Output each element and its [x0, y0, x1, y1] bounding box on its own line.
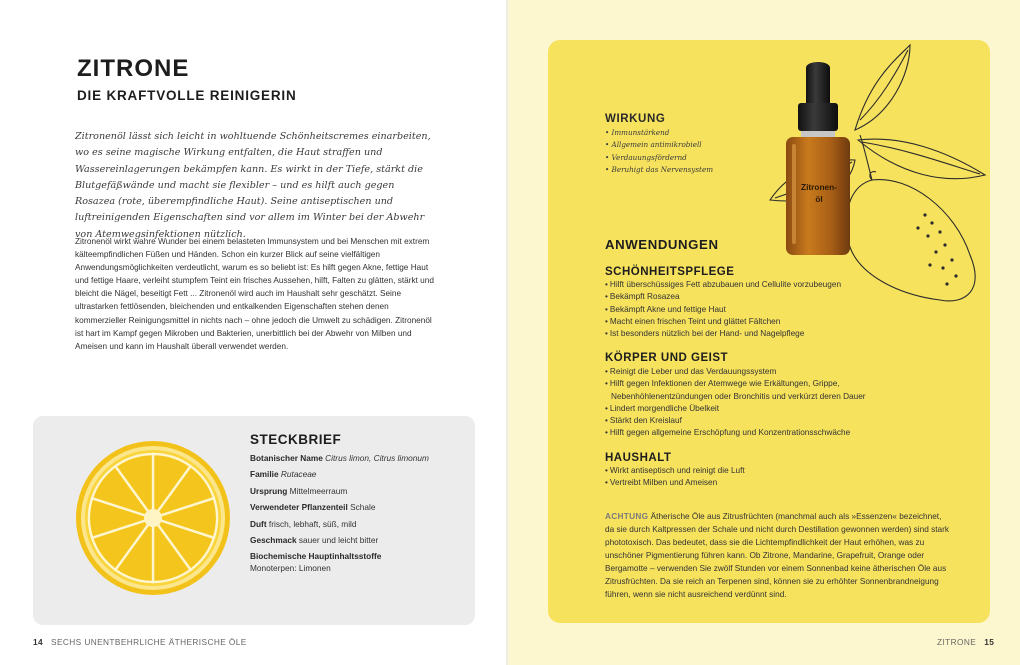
page-number-left: 14 [33, 637, 44, 647]
steckbrief-box [33, 416, 475, 625]
list-item: • Vertreibt Milben und Ameisen [605, 477, 880, 489]
koerper-geist-heading: KÖRPER UND GEIST [605, 352, 729, 364]
running-head-right: ZITRONE [937, 637, 977, 647]
list-item: • Reinigt die Leber und das Verdauungssystem [605, 366, 880, 378]
steckbrief-label: Geschmack [250, 534, 297, 545]
list-item: • Ist besonders nützlich bei der Hand- und Nagelpflege [605, 328, 880, 340]
list-item: • Beruhigt das Nervensystem [605, 164, 713, 176]
list-item: • Wirkt antiseptisch und reinigt die Luft [605, 465, 880, 477]
steckbrief-value: Schale [350, 502, 376, 513]
schoenheitspflege-list [605, 279, 880, 340]
bottle-label-line-2: öl [815, 194, 823, 204]
running-head-left: SECHS UNENTBEHRLICHE ÄTHERISCHE ÖLE [51, 637, 247, 647]
bottle-label [796, 181, 842, 205]
achtung-note [605, 510, 950, 601]
anwendungen-heading: ANWENDUNGEN [605, 237, 719, 252]
steckbrief-row [250, 469, 465, 481]
steckbrief-row [250, 453, 465, 465]
steckbrief-value: Mittelmeerraum [289, 485, 348, 496]
oil-bottle-image [782, 58, 854, 258]
steckbrief-value: Citrus limon, Citrus limonum [325, 453, 429, 463]
steckbrief-label: Verwendeter Pflanzenteil [250, 502, 348, 513]
steckbrief-value: Rutaceae [280, 469, 317, 480]
list-item: • Hilft gegen Infektionen der Atemwege wie Erkältungen, Grippe, Nebenhöhlenentzündungen oder Bronchitis und verkürzt deren Dauer [605, 378, 880, 403]
achtung-label: ACHTUNG [605, 512, 649, 521]
steckbrief-title: STECKBRIEF [250, 432, 342, 447]
steckbrief-row [250, 502, 465, 514]
schoenheitspflege-heading: SCHÖNHEITSPFLEGE [605, 266, 735, 278]
footer-left [33, 637, 247, 647]
steckbrief-row [250, 486, 465, 498]
achtung-text: Ätherische Öle aus Zitrusfrüchten (manchmal auch als »Essenzen« bezeichnet, da sie durch Kaltpressen der Schale und nicht durch Destillation gewonnen werden) sind stark phototoxisch. Das bedeutet, dass sie die Lichtempfindlichkeit der Haut erhöhen, was zu unschöner Pigmentierung führen kann. Ob Zitrone, Mandarine, Grapefruit, Orange oder Bergamotte – verwenden Sie zwölf Stunden vor einem Sonnenbad keine ätherischen Öle aus Zitrusfrüchten. Da sie reich an Terpenen sind, können sie zu erhöhter Sonnenbrandneigung führen, wenn sie nicht ausreichend verdünnt sind. [605, 512, 949, 599]
list-item: • Macht einen frischen Teint und glättet Fältchen [605, 316, 880, 328]
list-item: • Allgemein antimikrobiell [605, 139, 713, 151]
steckbrief-row [250, 551, 465, 574]
steckbrief-row [250, 519, 465, 531]
list-item: • Hilft überschüssiges Fett abzubauen und Cellulite vorzubeugen [605, 279, 880, 291]
list-item: • Hilft gegen allgemeine Erschöpfung und Konzentrationsschwäche [605, 427, 880, 439]
list-item: • Stärkt den Kreislauf [605, 415, 880, 427]
steckbrief-label: Biochemische Hauptinhaltsstoffe [250, 551, 382, 562]
list-item: • Verdauungsfördernd [605, 152, 713, 164]
steckbrief-label: Ursprung [250, 485, 288, 496]
body-paragraph: Zitronenöl wirkt wahre Wunder bei einem belasteten Immunsystem und bei Menschen mit extrem kälteempfindlichen Füßen und Händen. Schon ein kurzer Blick auf seine vielfältigen Anwendungsmöglichkeiten verdeutlicht, warum es so beliebt ist: Es hilft gegen Akne, fettige Haut und fettige Haare, verleiht stumpfem Teint ein frisches Aussehen, hilft, Falten zu glätten, stärkt und bleicht die Nägel, beseitigt Fett ... Zitronenöl wird auch im Haushalt sehr geschätzt. Seine ultrastarken fettlösenden, bleichenden und entkalkenden Eigenschaften stehen denen kommerzieller Reinigungsmittel in nichts nach – ohne jedoch die Umwelt zu schädigen. Zitronenöl ist hart im Kampf gegen Mikroben und Bakterien, unerbittlich bei der Abwehr von Milben und Ameisen und kann im Haushalt überall verwendet werden. [75, 237, 434, 351]
wirkung-heading: WIRKUNG [605, 113, 666, 125]
wirkung-list [605, 127, 713, 176]
steckbrief-content [250, 432, 465, 579]
list-item: • Immunstärkend [605, 127, 713, 139]
list-item: • Bekämpft Rosazea [605, 291, 880, 303]
page-gutter [506, 0, 510, 665]
page-number-right: 15 [984, 637, 995, 647]
list-item: • Lindert morgendliche Übelkeit [605, 403, 880, 415]
steckbrief-label: Duft [250, 518, 267, 529]
steckbrief-row [250, 535, 465, 547]
lemon-slice-image [75, 440, 231, 596]
haushalt-list [605, 465, 880, 490]
haushalt-heading: HAUSHALT [605, 452, 672, 464]
steckbrief-value: Monoterpen: Limonen [250, 562, 331, 573]
intro-paragraph: Zitronenöl lässt sich leicht in wohltuende Schönheitscremes einarbeiten, wo es seine magische Wirkung entfalten, die Haut straffen und Wassereinlagerungen bekämpfen kann. Es wirkt in der Tiefe, stärkt die Blutgefäßwände und macht sie flexibler – und es hilft auch gegen Rosazea (rote, überempfindliche Haut). Seine antiseptischen und luftreinigenden Eigenschaften sind vor allem im Winter bei der Abwehr von Atemwegsinfektionen nützlich. [75, 131, 431, 240]
footer-right [937, 637, 994, 647]
steckbrief-label: Familie [250, 469, 279, 480]
list-item: • Bekämpft Akne und fettige Haut [605, 304, 880, 316]
steckbrief-label: Botanischer Name [250, 453, 323, 463]
page-title: ZITRONE [77, 55, 190, 82]
koerper-geist-list [605, 366, 880, 440]
steckbrief-value: sauer und leicht bitter [298, 534, 379, 545]
bottle-label-line-1: Zitronen- [801, 182, 837, 192]
steckbrief-value: frisch, lebhaft, süß, mild [268, 518, 357, 529]
page-subtitle: DIE KRAFTVOLLE REINIGERIN [77, 88, 297, 103]
